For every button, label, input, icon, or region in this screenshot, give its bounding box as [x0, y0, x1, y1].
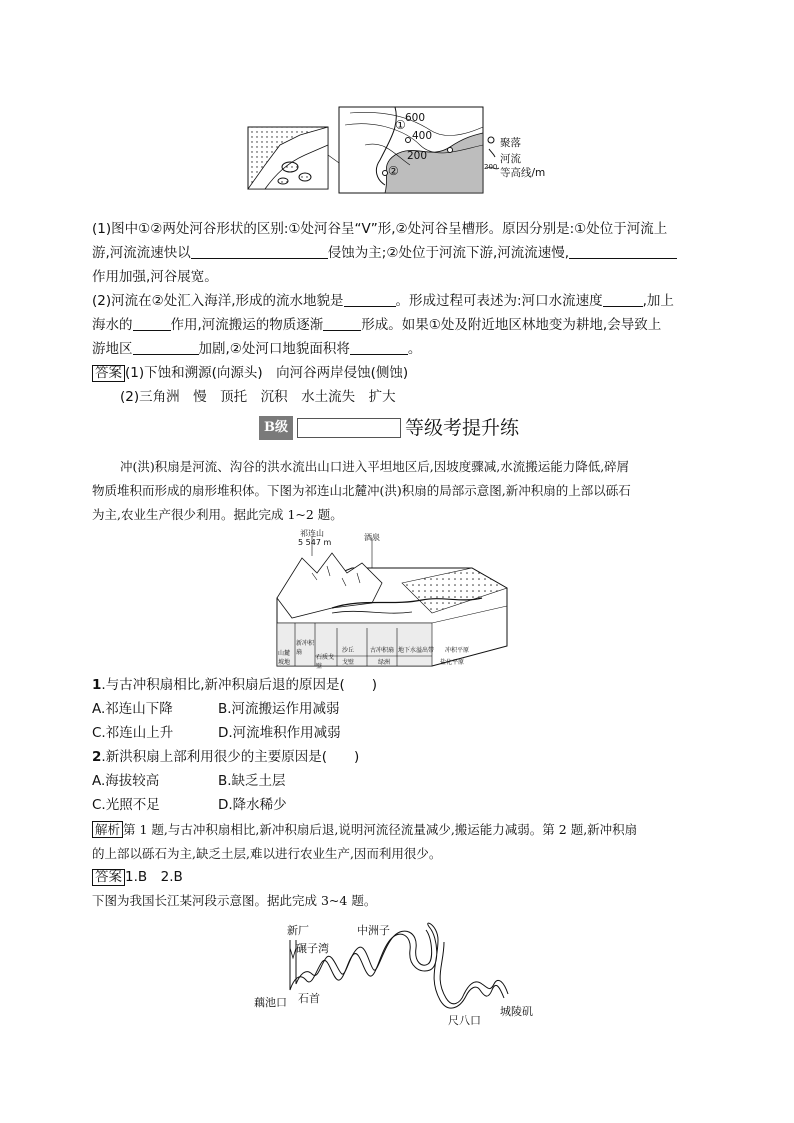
answer2: 答案 1.B 2.B: [92, 868, 183, 886]
question-2-stem: 2.新洪积扇上部利用很少的主要原因是( ): [92, 749, 360, 765]
city-name: 酒泉: [364, 533, 380, 542]
blank[interactable]: [133, 317, 171, 331]
blank[interactable]: [350, 341, 408, 355]
river-icon: [489, 149, 495, 157]
place-chibakou: 尺八口: [448, 1014, 481, 1027]
blank[interactable]: [323, 317, 361, 331]
q1-line5: 海水的 作用,河流搬运的物质逐渐 形成。如果①处及附近地区林地变为耕地,会导致上: [92, 317, 662, 333]
intro2: 下图为我国长江某河段示意图。据此完成 3~4 题。: [92, 893, 377, 908]
question-1-option-b[interactable]: B.河流搬运作用减弱: [218, 701, 340, 717]
answer-tag: 答案: [92, 869, 125, 886]
answer1-line1: 答案 (1)下蚀和溯源(向源头) 向河谷两岸侵蚀(侧蚀): [92, 364, 408, 382]
zone-label: 沙丘: [342, 647, 355, 654]
zone-label: 冲积平原: [445, 647, 470, 654]
contour-label-400: 400: [412, 130, 433, 142]
legend-contour-sample: 200: [484, 163, 498, 171]
zone-label: 盐化平原: [440, 659, 465, 666]
place-nianziwan: 碾子湾: [296, 942, 329, 955]
q1-line6: 游地区 加剧,②处河口地貌面积将 。: [92, 341, 422, 357]
question-1-option-a[interactable]: A.祁连山下降: [92, 701, 173, 717]
zone-label: 古冲积扇: [370, 647, 395, 654]
answer-tag: 答案: [92, 365, 125, 382]
question-2-option-a[interactable]: A.海拔较高: [92, 773, 160, 789]
contour-label-600: 600: [405, 112, 426, 124]
q1-line2: 游,河流流速快以 侵蚀为主;②处位于河流下游,河流流速慢,: [92, 244, 677, 262]
intro-line1: 冲(洪)积扇是河流、沟谷的洪水流出山口进入平坦地区后,因坡度骤减,水流搬运能力降低,碎屑: [120, 459, 630, 474]
place-ouchikou: 藕池口: [254, 996, 287, 1009]
intro-line2: 物质堆积而形成的扇形堆积体。下图为祁连山北麓冲(洪)积扇的局部示意图,新冲积扇的上部以砾石: [92, 483, 631, 498]
question-2-option-c[interactable]: C.光照不足: [92, 797, 160, 813]
contour-label-200: 200: [407, 150, 428, 162]
question-1-option-c[interactable]: C.祁连山上升: [92, 725, 174, 741]
zone-label: 石质戈壁: [316, 654, 335, 670]
settlement-marker: [406, 138, 411, 143]
inset-map: [248, 127, 353, 189]
blank[interactable]: [603, 293, 643, 307]
answer1-line2: (2)三角洲 慢 顶托 沉积 水土流失 扩大: [120, 389, 396, 405]
blank[interactable]: [569, 245, 677, 259]
blank[interactable]: [191, 245, 328, 259]
q1-line1: (1)图中①②两处河谷形状的区别:①处河谷呈“V”形,②处河谷呈槽形。原因分别是:①处位于河流上: [92, 221, 668, 237]
section-title: 等级考提升练: [405, 417, 520, 439]
legend-river-label: 河流: [500, 153, 521, 165]
zone-label: 山麓坡地: [278, 650, 291, 666]
settlement-icon: [488, 137, 494, 143]
section-bar: [297, 418, 401, 438]
blank[interactable]: [344, 293, 396, 307]
question-1-stem: 1.与古冲积扇相比,新冲积扇后退的原因是( ): [92, 677, 378, 693]
analysis-tag: 解析: [92, 821, 123, 838]
place-zhongzhouzi: 中洲子: [357, 924, 390, 937]
site-label-2: ②: [388, 164, 399, 178]
legend-contour-label: 等高线/m: [500, 167, 546, 179]
zone-label: 地下水溢出带: [398, 647, 435, 654]
settlement-marker: [448, 148, 453, 153]
settlement-marker: [383, 171, 388, 176]
place-chenglingji: 城陵矶: [500, 1005, 533, 1018]
place-xinchang: 新厂: [287, 924, 309, 937]
analysis-line2: 的上部以砾石为主,缺乏土层,难以进行农业生产,因而利用很少。: [92, 846, 442, 861]
zone-label: 绿洲: [378, 659, 391, 666]
peak-height: 5 547 m: [298, 538, 332, 547]
q1-line4: (2)河流在②处汇入海洋,形成的流水地貌是 。形成过程可表述为:河口水流速度 ,加上: [92, 293, 674, 309]
question-1-option-d[interactable]: D.河流堆积作用减弱: [218, 725, 341, 741]
blank[interactable]: [133, 341, 199, 355]
question-2-option-d[interactable]: D.降水稀少: [218, 797, 287, 813]
q1-line3: 作用加强,河谷展宽。: [92, 269, 218, 285]
zone-label: 戈壁: [342, 659, 355, 666]
place-shishou: 石首: [298, 992, 320, 1005]
site-label-1: ①: [395, 118, 406, 132]
legend-settlement-label: 聚落: [500, 137, 521, 149]
intro-line3: 为主,农业生产很少利用。据此完成 1~2 题。: [92, 507, 343, 522]
analysis-line1: 解析 第 1 题,与古冲积扇相比,新冲积扇后退,说明河流径流量减少,搬运能力减弱。第 2 题,新冲积扇: [92, 821, 637, 839]
question-2-option-b[interactable]: B.缺乏土层: [218, 773, 286, 789]
peak-name: 祁连山: [300, 529, 324, 538]
section-badge: B级: [259, 416, 293, 440]
zone-label: 新冲积扇: [296, 640, 315, 656]
